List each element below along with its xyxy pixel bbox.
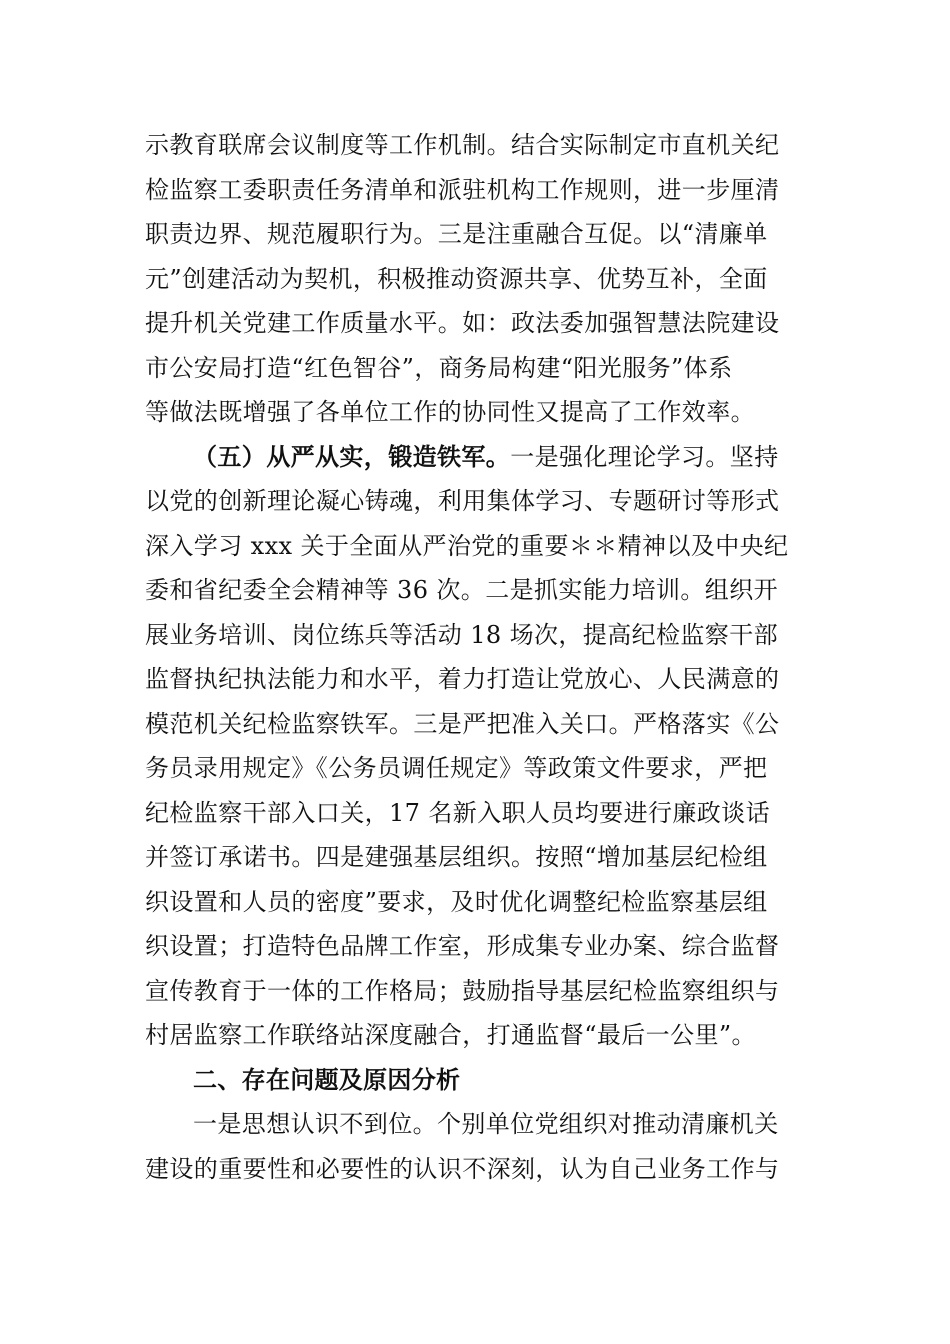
- text-line: 村居监察工作联络站深度融合，打通监督“最后一公里”。: [145, 1021, 756, 1049]
- text-line: 委和省纪委全会精神等 36 次。二是抓实能力培训。组织开: [145, 576, 778, 604]
- text-line: 展业务培训、岗位练兵等活动 18 场次，提高纪检监察干部: [145, 620, 778, 649]
- text-line: 务员录用规定》《公务员调任规定》等政策文件要求，严把: [145, 754, 768, 782]
- text-line: 元”创建活动为契机，积极推动资源共享、优势互补，全面: [145, 264, 768, 293]
- text-line: 市公安局打造“红色智谷”，商务局构建“阳光服务”体系: [145, 353, 733, 382]
- text-line: 织设置；打造特色品牌工作室，形成集专业办案、综合监督: [145, 932, 780, 960]
- section-two-paragraph: [145, 1102, 810, 1191]
- text-line: 纪检监察干部入口关，17 名新入职人员均要进行廉政谈话: [145, 798, 770, 827]
- text-line: 监督执纪执法能力和水平，着力打造让党放心、人民满意的: [145, 665, 780, 693]
- section-five-title: （五）从严从实，锻造铁军。: [193, 441, 511, 471]
- section-two-heading: 二、存在问题及原因分析: [193, 1065, 461, 1094]
- text-line: 织设置和人员的密度”要求，及时优化调整纪检监察基层组: [145, 887, 768, 916]
- text-line: 检监察工委职责任务清单和派驻机构工作规则，进一步厘清: [145, 175, 780, 204]
- text-line: 示教育联席会议制度等工作机制。结合实际制定市直机关纪: [145, 131, 780, 159]
- text-line: 等做法既增强了各单位工作的协同性又提高了工作效率。: [145, 398, 755, 426]
- text-line: 一是思想认识不到位。个别单位党组织对推动清廉机关: [193, 1110, 779, 1138]
- paragraph-continuation: [145, 123, 810, 435]
- text-line: 以党的创新理论凝心铸魂，利用集体学习、专题研讨等形式: [145, 487, 780, 515]
- text-line: 并签订承诺书。四是建强基层组织。按照“增加基层纪检组: [145, 843, 768, 871]
- text-line: 深入学习 xxx 关于全面从严治党的重要＊＊精神以及中央纪: [145, 531, 789, 560]
- section-five-paragraph: [145, 435, 810, 1058]
- text-line: 宣传教育于一体的工作格局；鼓励指导基层纪检监察组织与: [145, 976, 780, 1005]
- text-line: 提升机关党建工作质量水平。如：政法委加强智慧法院建设: [145, 309, 780, 337]
- section-five-first-line-text: 一是强化理论学习。坚持: [510, 442, 779, 471]
- section-five-first-line: [145, 435, 810, 480]
- document-body: [145, 123, 810, 1191]
- text-line: 建设的重要性和必要性的认识不深刻，认为自己业务工作与: [145, 1154, 780, 1183]
- text-line: 模范机关纪检监察铁军。三是严把准入关口。严格落实《公: [145, 709, 780, 738]
- text-line: 职责边界、规范履职行为。三是注重融合互促。以“清廉单: [145, 220, 768, 248]
